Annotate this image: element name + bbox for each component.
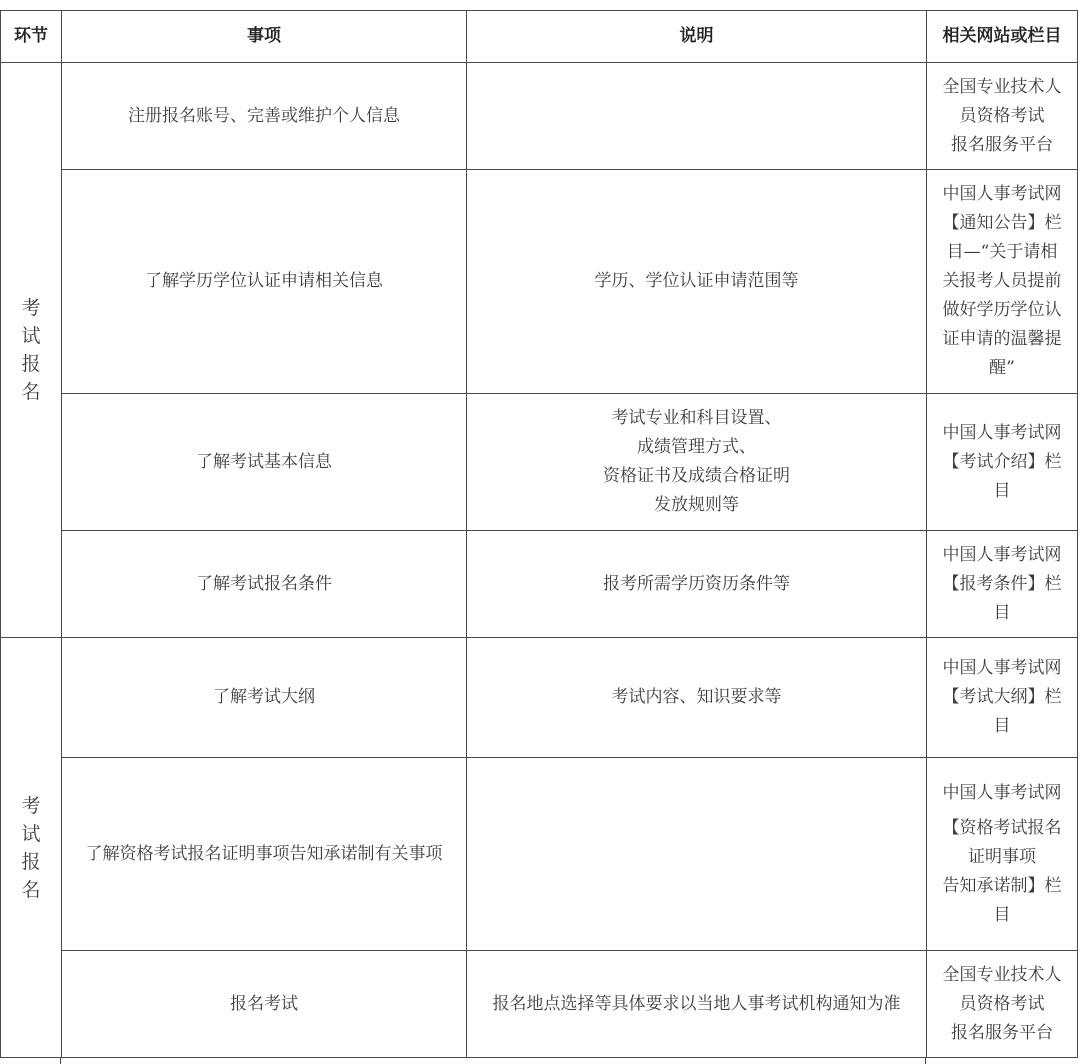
site-cell: 全国专业技术人 员资格考试 报名服务平台 bbox=[927, 951, 1078, 1058]
item-cell: 报名考试 bbox=[62, 951, 467, 1058]
table-row bbox=[1, 951, 1078, 1058]
site-cell: 中国人事考试网 【考试介绍】栏 目 bbox=[927, 394, 1078, 531]
item-cell: 了解学历学位认证申请相关信息 bbox=[62, 170, 467, 394]
table-row bbox=[1, 170, 1078, 394]
item-cell: 了解考试基本信息 bbox=[62, 394, 467, 531]
description-cell bbox=[467, 758, 927, 951]
description-cell bbox=[467, 63, 927, 170]
description-cell: 报考所需学历资历条件等 bbox=[467, 531, 927, 638]
table-row bbox=[1, 531, 1078, 638]
site-cell: 中国人事考试网 【考试大纲】栏 目 bbox=[927, 638, 1078, 758]
header-row bbox=[1, 11, 1078, 63]
table-row bbox=[1, 63, 1078, 170]
table-row bbox=[1, 638, 1078, 758]
item-cell: 了解考试大纲 bbox=[62, 638, 467, 758]
site-cell: 中国人事考试网 【报考条件】栏 目 bbox=[927, 531, 1078, 638]
site-cell: 全国专业技术人 员资格考试 报名服务平台 bbox=[927, 63, 1078, 170]
header-site: 相关网站或栏目 bbox=[927, 11, 1078, 63]
item-cell: 了解资格考试报名证明事项告知承诺制有关事项 bbox=[62, 758, 467, 951]
header-description: 说明 bbox=[467, 11, 927, 63]
description-cell: 学历、学位认证申请范围等 bbox=[467, 170, 927, 394]
table-row bbox=[1, 758, 1078, 951]
table-row bbox=[1, 394, 1078, 531]
stage-label: 考 试 报 名 bbox=[21, 297, 41, 403]
description-cell: 考试专业和科目设置、 成绩管理方式、 资格证书及成绩合格证明 发放规则等 bbox=[467, 394, 927, 531]
stage-cell bbox=[1, 63, 62, 638]
header-stage: 环节 bbox=[1, 11, 62, 63]
item-cell: 了解考试报名条件 bbox=[62, 531, 467, 638]
stage-cell bbox=[1, 638, 62, 1058]
description-cell: 报名地点选择等具体要求以当地人事考试机构通知为准 bbox=[467, 951, 927, 1058]
header-item: 事项 bbox=[62, 11, 467, 63]
item-cell: 注册报名账号、完善或维护个人信息 bbox=[62, 63, 467, 170]
site-cell: 中国人事考试网 【通知公告】栏 目—“关于请相 关报考人员提前 做好学历学位认 证申请的温馨提 醒” bbox=[927, 170, 1078, 394]
stage-label: 考 试 报 名 bbox=[21, 794, 41, 901]
divider bbox=[60, 1058, 61, 1064]
site-cell: 中国人事考试网 【资格考试报名 证明事项 告知承诺制】栏 目 bbox=[927, 758, 1078, 951]
divider bbox=[925, 1058, 926, 1064]
description-cell: 考试内容、知识要求等 bbox=[467, 638, 927, 758]
info-table bbox=[0, 10, 1078, 1058]
